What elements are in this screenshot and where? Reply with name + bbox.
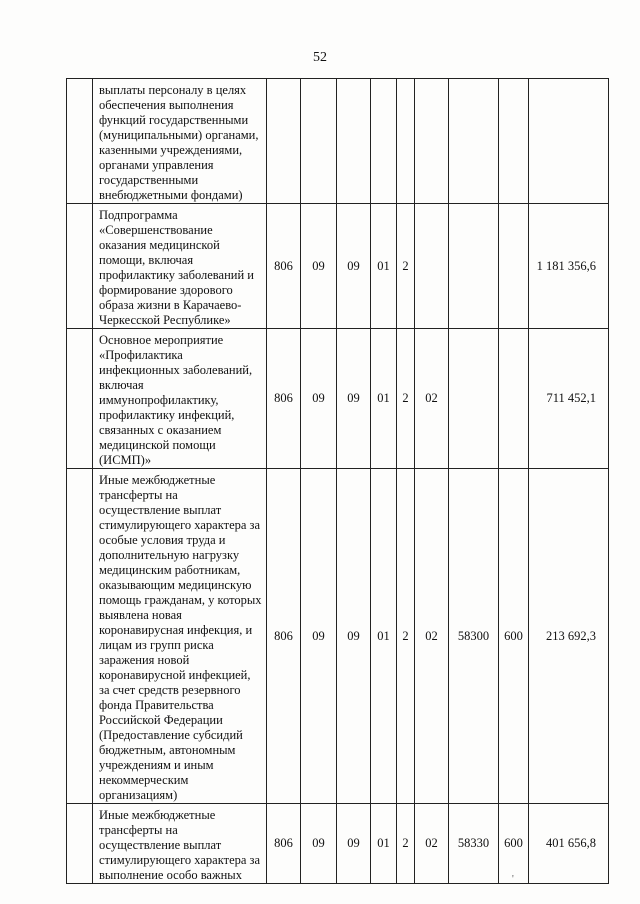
index-cell — [67, 469, 93, 804]
program-code-cell: 01 — [371, 804, 397, 884]
subprogram-code-cell — [397, 79, 415, 204]
scan-mark: ' — [512, 874, 514, 885]
subsection-code-cell — [337, 79, 371, 204]
amount-cell: 213 692,3 — [529, 469, 609, 804]
direction-code-cell: 58330 — [449, 804, 499, 884]
subprogram-code-cell: 2 — [397, 204, 415, 329]
subprogram-code-cell: 2 — [397, 804, 415, 884]
index-cell — [67, 79, 93, 204]
direction-code-cell — [449, 79, 499, 204]
table-row — [67, 204, 609, 329]
activity-code-cell: 02 — [415, 469, 449, 804]
direction-code-cell — [449, 329, 499, 469]
subsection-code-cell: 09 — [337, 469, 371, 804]
section-code-cell: 09 — [301, 469, 337, 804]
description-cell: Основное мероприятие «Профилактика инфекционных заболеваний, включая иммунопрофилактику, профилактику инфекций, связанных с оказанием медицинской помощи (ИСМП)» — [93, 329, 267, 469]
program-code-cell — [371, 79, 397, 204]
table-row — [67, 329, 609, 469]
description-cell: Иные межбюджетные трансферты на осуществление выплат стимулирующего характера за особые условия труда и дополнительную нагрузку медицинским работникам, оказывающим медицинскую помощь гражданам, у которых выявлена новая коронавирусная инфекция, и лицам из групп риска заражения новой коронавирусной инфекцией, за счет средств резервного фонда Правительства Российской Федерации (Предоставление субсидий бюджетным, автономным учреждениям и иным некоммерческим организациям) — [93, 469, 267, 804]
amount-cell: 1 181 356,6 — [529, 204, 609, 329]
direction-code-cell: 58300 — [449, 469, 499, 804]
subsection-code-cell: 09 — [337, 329, 371, 469]
expense-type-cell — [499, 329, 529, 469]
amount-cell: 711 452,1 — [529, 329, 609, 469]
activity-code-cell: 02 — [415, 804, 449, 884]
description-cell: Иные межбюджетные трансферты на осуществление выплат стимулирующего характера за выполнение особо важных — [93, 804, 267, 884]
ministry-code-cell — [267, 79, 301, 204]
index-cell — [67, 329, 93, 469]
ministry-code-cell: 806 — [267, 469, 301, 804]
subsection-code-cell: 09 — [337, 804, 371, 884]
page-number: 52 — [313, 50, 327, 65]
table-row — [67, 804, 609, 884]
activity-code-cell: 02 — [415, 329, 449, 469]
subprogram-code-cell: 2 — [397, 329, 415, 469]
index-cell — [67, 804, 93, 884]
program-code-cell: 01 — [371, 469, 397, 804]
program-code-cell: 01 — [371, 204, 397, 329]
expense-type-cell — [499, 79, 529, 204]
table-row — [67, 79, 609, 204]
amount-cell — [529, 79, 609, 204]
activity-code-cell — [415, 204, 449, 329]
ministry-code-cell: 806 — [267, 204, 301, 329]
subprogram-code-cell: 2 — [397, 469, 415, 804]
subsection-code-cell: 09 — [337, 204, 371, 329]
description-cell: выплаты персоналу в целях обеспечения выполнения функций государственными (муниципальными) органами, казенными учреждениями, органами управления государственными внебюджетными фондами) — [93, 79, 267, 204]
section-code-cell: 09 — [301, 204, 337, 329]
section-code-cell: 09 — [301, 329, 337, 469]
expense-type-cell: 600 — [499, 469, 529, 804]
amount-cell: 401 656,8 — [529, 804, 609, 884]
index-cell — [67, 204, 93, 329]
description-cell: Подпрограмма «Совершенствование оказания медицинской помощи, включая профилактику заболеваний и формирование здорового образа жизни в Карачаево-Черкесской Республике» — [93, 204, 267, 329]
expense-type-cell — [499, 204, 529, 329]
section-code-cell: 09 — [301, 804, 337, 884]
budget-table — [66, 78, 609, 884]
expense-type-cell: 600 — [499, 804, 529, 884]
ministry-code-cell: 806 — [267, 329, 301, 469]
section-code-cell — [301, 79, 337, 204]
program-code-cell: 01 — [371, 329, 397, 469]
table-row — [67, 469, 609, 804]
direction-code-cell — [449, 204, 499, 329]
activity-code-cell — [415, 79, 449, 204]
ministry-code-cell: 806 — [267, 804, 301, 884]
